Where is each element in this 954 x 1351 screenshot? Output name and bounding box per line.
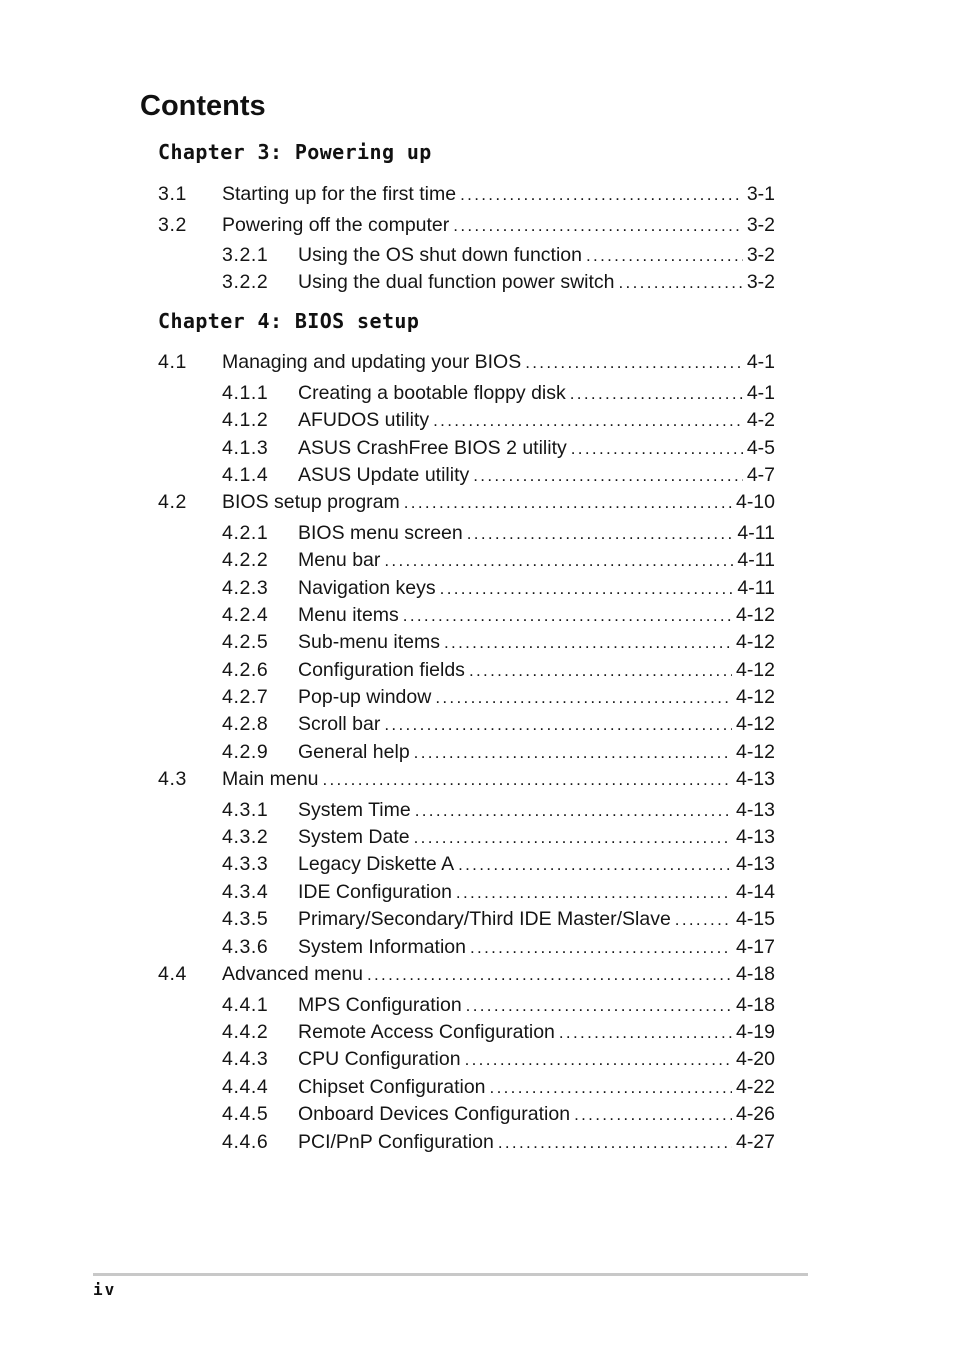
toc-entry-number: 4.3.3 [222, 853, 269, 875]
toc-subentry[interactable] [222, 575, 775, 601]
toc-entry-number: 4.2.9 [222, 741, 269, 763]
toc-entry-number: 3.2.1 [222, 244, 269, 266]
toc-entry-page: 4-12 [735, 741, 775, 763]
toc-entry-page: 4-14 [735, 881, 775, 903]
toc-entry-number: 4.2.1 [222, 522, 269, 544]
toc-entry-number: 4.4.5 [222, 1103, 269, 1125]
toc-entry-page: 4-22 [735, 1076, 775, 1098]
dot-leader [586, 242, 743, 269]
toc-entry[interactable] [158, 961, 775, 987]
toc-subentry[interactable] [222, 906, 775, 932]
toc-entry-page: 4-5 [746, 437, 775, 459]
dot-leader [465, 1046, 732, 1073]
toc-subentry[interactable] [222, 684, 775, 710]
toc-subentry[interactable] [222, 380, 775, 406]
toc-entry-number: 4.1 [158, 351, 187, 373]
toc-entry-number: 4.4.3 [222, 1048, 269, 1070]
toc-entry-title: System Date [298, 826, 410, 848]
toc-entry[interactable] [158, 181, 775, 207]
dot-leader [525, 349, 743, 376]
toc-subentry[interactable] [222, 1074, 775, 1100]
toc-entry-page: 3-2 [746, 244, 775, 266]
toc-entry-title: BIOS menu screen [298, 522, 463, 544]
toc-entry-page: 4-1 [746, 382, 775, 404]
toc-entry-page: 4-15 [735, 908, 775, 930]
toc-subentry[interactable] [222, 824, 775, 850]
toc-subentry[interactable] [222, 992, 775, 1018]
dot-leader [460, 181, 743, 208]
toc-subentry[interactable] [222, 520, 775, 546]
page-title: Contents [140, 90, 266, 122]
toc-entry-title: Legacy Diskette A [298, 853, 455, 875]
toc-entry[interactable] [158, 349, 775, 375]
toc-entry-page: 4-20 [735, 1048, 775, 1070]
toc-entry-title: Remote Access Configuration [298, 1021, 555, 1043]
toc-entry-page: 4-11 [737, 577, 775, 599]
toc-entry-page: 4-12 [735, 713, 775, 735]
toc-entry-page: 4-17 [735, 936, 775, 958]
toc-entry-page: 4-7 [746, 464, 775, 486]
toc-entry-number: 3.1 [158, 183, 187, 205]
toc-entry-number: 4.3.2 [222, 826, 269, 848]
toc-entry-title: Chipset Configuration [298, 1076, 486, 1098]
toc-entry-number: 4.1.1 [222, 382, 269, 404]
toc-entry-page: 4-13 [735, 768, 775, 790]
toc-entry-title: CPU Configuration [298, 1048, 461, 1070]
dot-leader [466, 992, 732, 1019]
dot-leader [619, 269, 743, 296]
toc-entry-number: 4.3.6 [222, 936, 269, 958]
toc-entry-title: ASUS Update utility [298, 464, 470, 486]
toc-subentry[interactable] [222, 657, 775, 683]
toc-entry-page: 4-12 [735, 659, 775, 681]
dot-leader [559, 1019, 732, 1046]
toc-entry-number: 3.2.2 [222, 271, 269, 293]
dot-leader [440, 575, 734, 602]
toc-subentry[interactable] [222, 462, 775, 488]
toc-subentry[interactable] [222, 269, 775, 295]
toc-subentry[interactable] [222, 879, 775, 905]
toc-entry-number: 4.2.5 [222, 631, 269, 653]
toc-entry-number: 4.3.4 [222, 881, 269, 903]
toc-subentry[interactable] [222, 934, 775, 960]
toc-entry-number: 4.1.3 [222, 437, 269, 459]
footer-divider [93, 1273, 808, 1276]
dot-leader [456, 879, 732, 906]
toc-subentry[interactable] [222, 1101, 775, 1127]
toc-entry-title: Navigation keys [298, 577, 436, 599]
toc-entry-number: 4.4.1 [222, 994, 269, 1016]
dot-leader [404, 489, 732, 516]
dot-leader [384, 711, 732, 738]
toc-entry-number: 4.3 [158, 768, 187, 790]
toc-entry-number: 4.2.6 [222, 659, 269, 681]
dot-leader [469, 657, 732, 684]
dot-leader [444, 629, 732, 656]
dot-leader [498, 1129, 732, 1156]
toc-entry-title: Sub-menu items [298, 631, 440, 653]
toc-entry-number: 4.2.2 [222, 549, 269, 571]
toc-entry-title: Pop-up window [298, 686, 432, 708]
toc-entry-page: 3-1 [746, 183, 775, 205]
toc-entry[interactable] [158, 766, 775, 792]
toc-subentry[interactable] [222, 851, 775, 877]
toc-entry-page: 4-11 [737, 522, 775, 544]
toc-entry-page: 4-13 [735, 853, 775, 875]
toc-entry-page: 4-12 [735, 604, 775, 626]
dot-leader [571, 435, 743, 462]
toc-entry-number: 4.2.4 [222, 604, 269, 626]
toc-entry-title: Menu items [298, 604, 399, 626]
toc-entry-number: 4.4.6 [222, 1131, 269, 1153]
toc-subentry[interactable] [222, 435, 775, 461]
chapter-heading: Chapter 4: BIOS setup [158, 309, 420, 333]
toc-entry-number: 4.3.1 [222, 799, 269, 821]
toc-subentry[interactable] [222, 629, 775, 655]
toc-entry-number: 4.1.2 [222, 409, 269, 431]
toc-entry-title: General help [298, 741, 410, 763]
toc-entry-page: 4-12 [735, 631, 775, 653]
toc-entry-page: 4-18 [735, 963, 775, 985]
toc-entry-page: 4-13 [735, 826, 775, 848]
dot-leader [414, 739, 732, 766]
toc-entry-title: Managing and updating your BIOS [222, 351, 522, 373]
toc-entry-page: 4-2 [746, 409, 775, 431]
dot-leader [367, 961, 732, 988]
toc-entry-title: BIOS setup program [222, 491, 400, 513]
dot-leader [473, 462, 743, 489]
dot-leader [490, 1074, 732, 1101]
dot-leader [384, 547, 733, 574]
toc-entry-number: 4.2.8 [222, 713, 269, 735]
toc-entry-page: 3-2 [746, 214, 775, 236]
toc-subentry[interactable] [222, 407, 775, 433]
toc-entry-title: System Time [298, 799, 411, 821]
toc-entry-number: 3.2 [158, 214, 187, 236]
dot-leader [322, 766, 732, 793]
toc-entry-number: 4.3.5 [222, 908, 269, 930]
toc-entry-number: 4.2.7 [222, 686, 269, 708]
toc-subentry[interactable] [222, 711, 775, 737]
dot-leader [435, 684, 732, 711]
toc-entry-page: 4-12 [735, 686, 775, 708]
toc-entry-number: 4.2.3 [222, 577, 269, 599]
toc-entry-number: 4.2 [158, 491, 187, 513]
chapter-heading: Chapter 3: Powering up [158, 140, 432, 164]
toc-entry[interactable] [158, 212, 775, 238]
toc-subentry[interactable] [222, 739, 775, 765]
toc-entry-title: Advanced menu [222, 963, 363, 985]
toc-entry-title: Using the OS shut down function [298, 244, 582, 266]
toc-entry-title: Main menu [222, 768, 319, 790]
toc-subentry[interactable] [222, 547, 775, 573]
dot-leader [453, 212, 743, 239]
dot-leader [414, 824, 732, 851]
toc-entry-title: Menu bar [298, 549, 381, 571]
toc-entry-title: AFUDOS utility [298, 409, 430, 431]
toc-entry-title: ASUS CrashFree BIOS 2 utility [298, 437, 567, 459]
toc-entry-page: 4-13 [735, 799, 775, 821]
dot-leader [403, 602, 732, 629]
dot-leader [458, 851, 732, 878]
toc-entry-page: 4-19 [735, 1021, 775, 1043]
dot-leader [415, 797, 732, 824]
toc-entry-page: 4-10 [735, 491, 775, 513]
toc-subentry[interactable] [222, 1019, 775, 1045]
toc-entry-page: 3-2 [746, 271, 775, 293]
toc-entry-title: Creating a bootable floppy disk [298, 382, 566, 404]
toc-entry-title: Onboard Devices Configuration [298, 1103, 571, 1125]
toc-entry-number: 4.4.4 [222, 1076, 269, 1098]
toc-entry-number: 4.1.4 [222, 464, 269, 486]
toc-entry-title: Starting up for the first time [222, 183, 457, 205]
toc-entry[interactable] [158, 489, 775, 515]
dot-leader [433, 407, 743, 434]
toc-entry-number: 4.4.2 [222, 1021, 269, 1043]
dot-leader [467, 520, 734, 547]
toc-entry-title: Powering off the computer [222, 214, 450, 236]
toc-subentry[interactable] [222, 1046, 775, 1072]
toc-entry-title: PCI/PnP Configuration [298, 1131, 494, 1153]
dot-leader [675, 906, 732, 933]
page-number: iv [93, 1280, 117, 1299]
toc-subentry[interactable] [222, 242, 775, 268]
toc-entry-title: Primary/Secondary/Third IDE Master/Slave [298, 908, 671, 930]
toc-entry-title: Configuration fields [298, 659, 465, 681]
toc-entry-title: IDE Configuration [298, 881, 452, 903]
toc-entry-title: Scroll bar [298, 713, 381, 735]
toc-entry-title: System Information [298, 936, 466, 958]
toc-entry-page: 4-11 [737, 549, 775, 571]
toc-entry-title: MPS Configuration [298, 994, 462, 1016]
toc-entry-title: Using the dual function power switch [298, 271, 615, 293]
dot-leader [574, 1101, 732, 1128]
toc-subentry[interactable] [222, 602, 775, 628]
toc-subentry[interactable] [222, 797, 775, 823]
dot-leader [570, 380, 743, 407]
toc-subentry[interactable] [222, 1129, 775, 1155]
toc-entry-page: 4-26 [735, 1103, 775, 1125]
dot-leader [470, 934, 732, 961]
toc-entry-page: 4-27 [735, 1131, 775, 1153]
toc-entry-page: 4-1 [746, 351, 775, 373]
toc-entry-number: 4.4 [158, 963, 187, 985]
toc-entry-page: 4-18 [735, 994, 775, 1016]
